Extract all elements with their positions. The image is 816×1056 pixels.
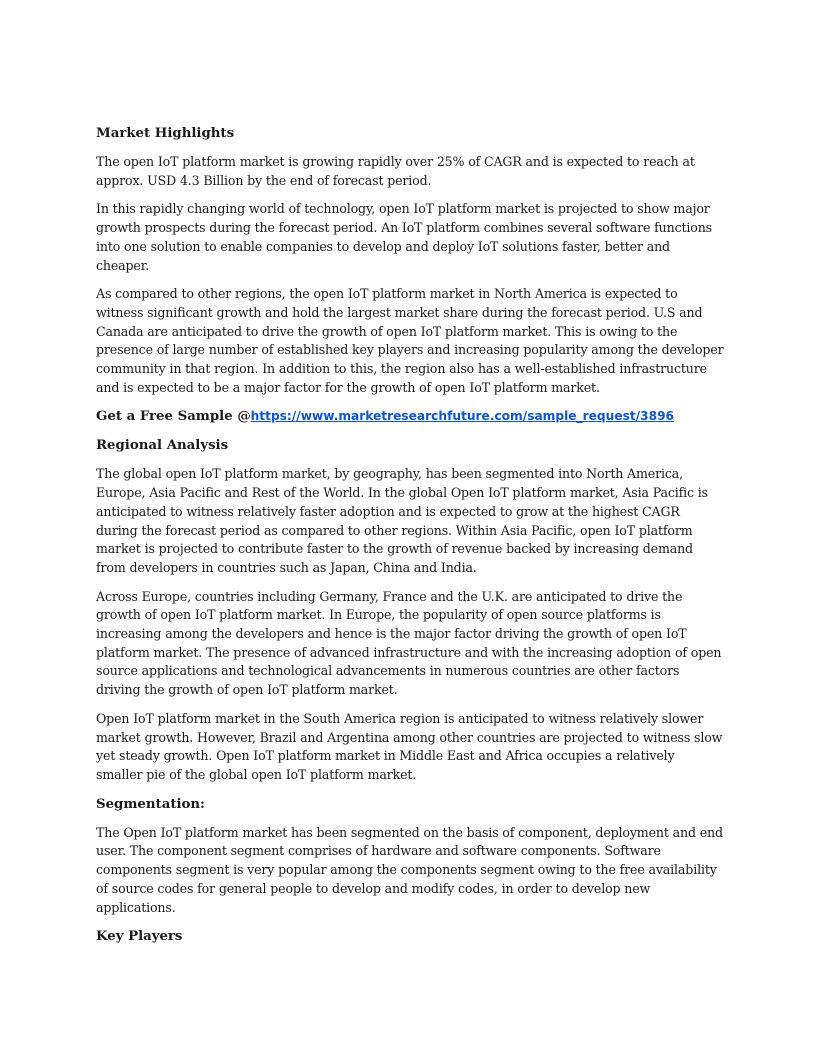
paragraph-segmentation: The Open IoT platform market has been segmented on the basis of component, deployment and end user. The component segment comprises of hardware and software components. Software components segment is very popular among the components segment owing to the free availability of source codes for general people to develop and modify codes, in order to develop new applications. bbox=[96, 824, 723, 915]
paragraph-north-america: As compared to other regions, the open IoT platform market in North America is expected to witness significant growth and hold the largest market share during the forecast period. U.S and Canada are anticipated to drive the growth of open IoT platform market. This is owing to the presence of large number of established key players and increasing popularity among the developer community in that region. In addition to this, the region also has a well-established infrastructure and is expected to be a major factor for the growth of open IoT platform market. bbox=[96, 286, 724, 395]
section-heading-regional-analysis: Regional Analysis bbox=[96, 438, 229, 454]
free-sample-line bbox=[96, 407, 724, 426]
section-heading-market-highlights: Market Highlights bbox=[96, 126, 235, 141]
paragraph-technology-world: In this rapidly changing world of technology, open IoT platform market is projected to show major growth prospects during the forecast period. An IoT platform combines several software functions into one solution to enable companies to develop and deploy IoT solutions faster, better and cheaper. bbox=[96, 201, 712, 273]
paragraph-regional-geography: The global open IoT platform market, by geography, has been segmented into North America, Europe, Asia Pacific and Rest of the World. In the global Open IoT platform market, Asia Pacific is anticipated to witness relatively faster adoption and is expected to grow at the highest CAGR during the forecast period as compared to other regions. Within Asia Pacific, open IoT platform market is projected to contribute faster to the growth of revenue backed by increasing demand from developers in countries such as Japan, China and India. bbox=[96, 466, 708, 575]
free-sample-label: Get a Free Sample @ bbox=[96, 409, 251, 425]
paragraph-regional-south-america: Open IoT platform market in the South America region is anticipated to witness relatively slower market growth. However, Brazil and Argentina among other countries are projected to witness slow yet steady growth. Open IoT platform market in Middle East and Africa occupies a relatively smaller pie of the global open IoT platform market. bbox=[96, 710, 723, 782]
free-sample-link[interactable]: https://www.marketresearchfuture.com/sample_request/3896 bbox=[250, 409, 675, 424]
section-heading-key-players: Key Players bbox=[96, 929, 183, 945]
document-page bbox=[96, 124, 724, 956]
paragraph-market-growth: The open IoT platform market is growing rapidly over 25% of CAGR and is expected to reach at approx. USD 4.3 Billion by the end of forecast period. bbox=[96, 154, 695, 188]
section-heading-segmentation: Segmentation: bbox=[96, 796, 205, 812]
paragraph-regional-europe: Across Europe, countries including Germany, France and the U.K. are anticipated to drive the growth of open IoT platform market. In Europe, the popularity of open source platforms is increasing among the developers and hence is the major factor driving the growth of open IoT platform market. The presence of advanced infrastructure and with the increasing adoption of open source applications and technological advancements in numerous countries are other factors driving the growth of open IoT platform market. bbox=[96, 588, 722, 698]
